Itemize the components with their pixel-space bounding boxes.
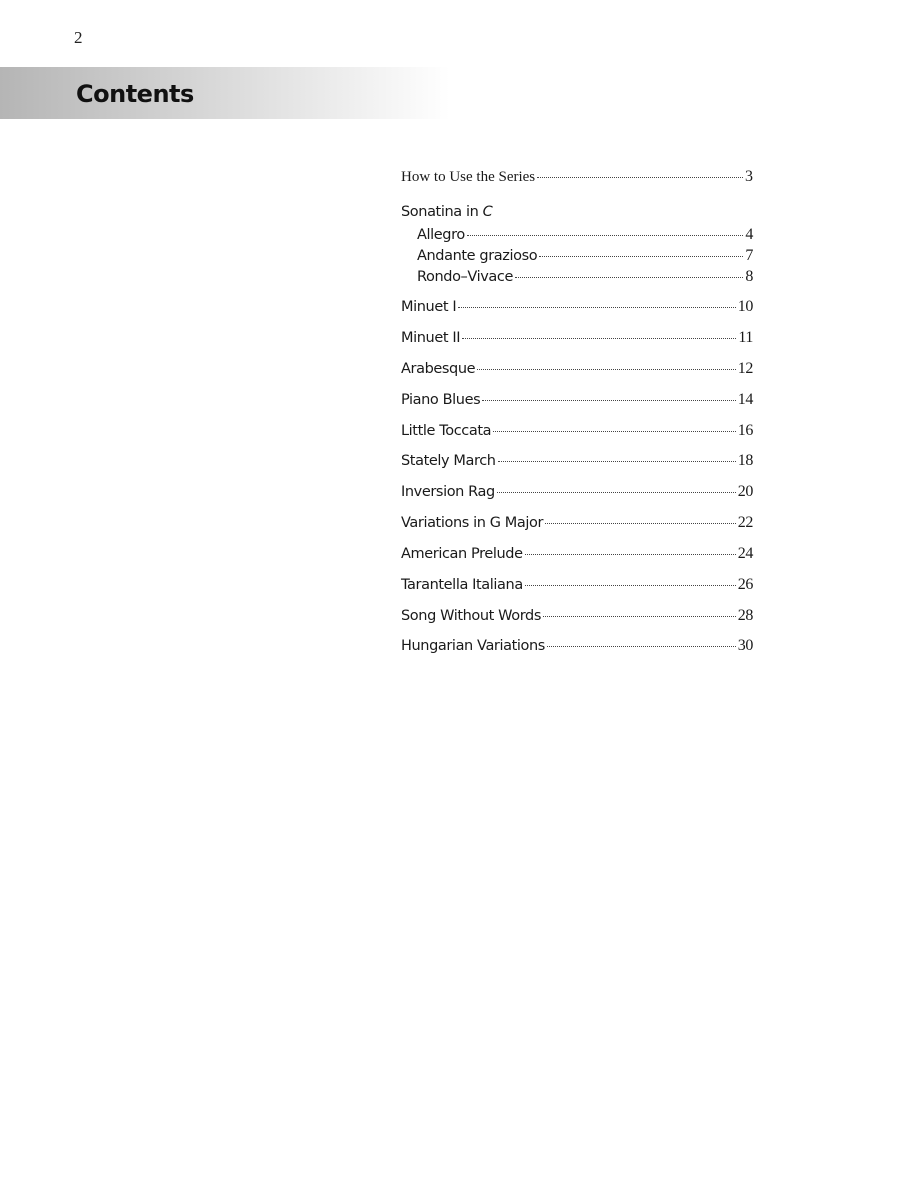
dot-leader (462, 338, 736, 339)
dot-leader (525, 585, 736, 586)
toc-entry-minuet-ii[interactable] (401, 329, 753, 347)
toc-entry-page: 12 (737, 360, 753, 377)
toc-entry-label: Song Without Words (401, 608, 541, 624)
toc-entry-page: 22 (737, 514, 753, 531)
toc-entry-label: Hungarian Variations (401, 638, 545, 654)
toc-entry-page: 16 (737, 422, 753, 439)
toc-entry-label: Little Toccata (401, 423, 492, 439)
toc-entry-tarantella-italiana[interactable] (401, 576, 753, 594)
dot-leader (547, 646, 736, 647)
dot-leader (539, 256, 743, 257)
toc-entry-label: Arabesque (401, 361, 476, 377)
toc-entry-page: 4 (745, 226, 753, 243)
toc-entry-inversion-rag[interactable] (401, 483, 753, 501)
toc-entry-label: Piano Blues (401, 392, 481, 408)
toc-entry-page: 26 (737, 576, 753, 593)
toc-entry-label: Stately March (401, 453, 496, 469)
toc-entry-label: Andante grazioso (417, 248, 538, 264)
toc-entry-label: Variations in G Major (401, 515, 544, 531)
toc-entry-stately-march[interactable] (401, 452, 753, 470)
dot-leader (477, 369, 736, 370)
section-key: C (482, 204, 493, 220)
toc-entry-label: Inversion Rag (401, 484, 495, 500)
page-number: 2 (74, 28, 83, 47)
dot-leader (482, 400, 736, 401)
toc-entry-page: 3 (745, 168, 753, 185)
dot-leader (498, 461, 736, 462)
toc-entry-label: Tarantella Italiana (401, 577, 523, 593)
toc-entry-variations-g-major[interactable] (401, 514, 753, 532)
toc-entry-page: 24 (737, 545, 753, 562)
dot-leader (543, 616, 736, 617)
dot-leader (458, 307, 736, 308)
toc-entry-piano-blues[interactable] (401, 391, 753, 409)
page-title: Contents (76, 80, 194, 108)
toc-section-sonatina[interactable] (401, 204, 492, 220)
dot-leader (537, 177, 743, 178)
toc-entry-page: 18 (737, 452, 753, 469)
toc-entry-page: 20 (737, 483, 753, 500)
toc-entry-page: 11 (738, 329, 753, 346)
toc-entry-page: 28 (737, 607, 753, 624)
toc-entry-label: Allegro (417, 227, 465, 243)
toc-entry-page: 8 (745, 268, 753, 285)
toc-entry-allegro[interactable] (417, 226, 753, 244)
toc-entry-label: Minuet I (401, 299, 457, 315)
toc-entry-label: Minuet II (401, 330, 461, 346)
toc-entry-hungarian-variations[interactable] (401, 637, 753, 655)
dot-leader (493, 431, 736, 432)
dot-leader (467, 235, 744, 236)
toc-entry-andante-grazioso[interactable] (417, 247, 753, 265)
toc-entry-rondo-vivace[interactable] (417, 268, 753, 286)
toc-entry-arabesque[interactable] (401, 360, 753, 378)
dot-leader (497, 492, 736, 493)
toc-entry-page: 7 (745, 247, 753, 264)
dot-leader (525, 554, 736, 555)
section-title: Sonatina in (401, 204, 479, 220)
header-band (0, 67, 450, 119)
toc-entry-label: American Prelude (401, 546, 523, 562)
toc-entry-page: 14 (737, 391, 753, 408)
toc-entry-how-to-use[interactable] (401, 168, 753, 186)
dot-leader (545, 523, 736, 524)
toc-entry-page: 30 (737, 637, 753, 654)
toc-entry-minuet-i[interactable] (401, 298, 753, 316)
toc-entry-song-without-words[interactable] (401, 607, 753, 625)
toc-entry-label: How to Use the Series (401, 169, 536, 185)
toc-entry-little-toccata[interactable] (401, 422, 753, 440)
dot-leader (515, 277, 743, 278)
toc-entry-page: 10 (737, 298, 753, 315)
toc-entry-american-prelude[interactable] (401, 545, 753, 563)
toc-entry-label: Rondo–Vivace (417, 269, 513, 285)
